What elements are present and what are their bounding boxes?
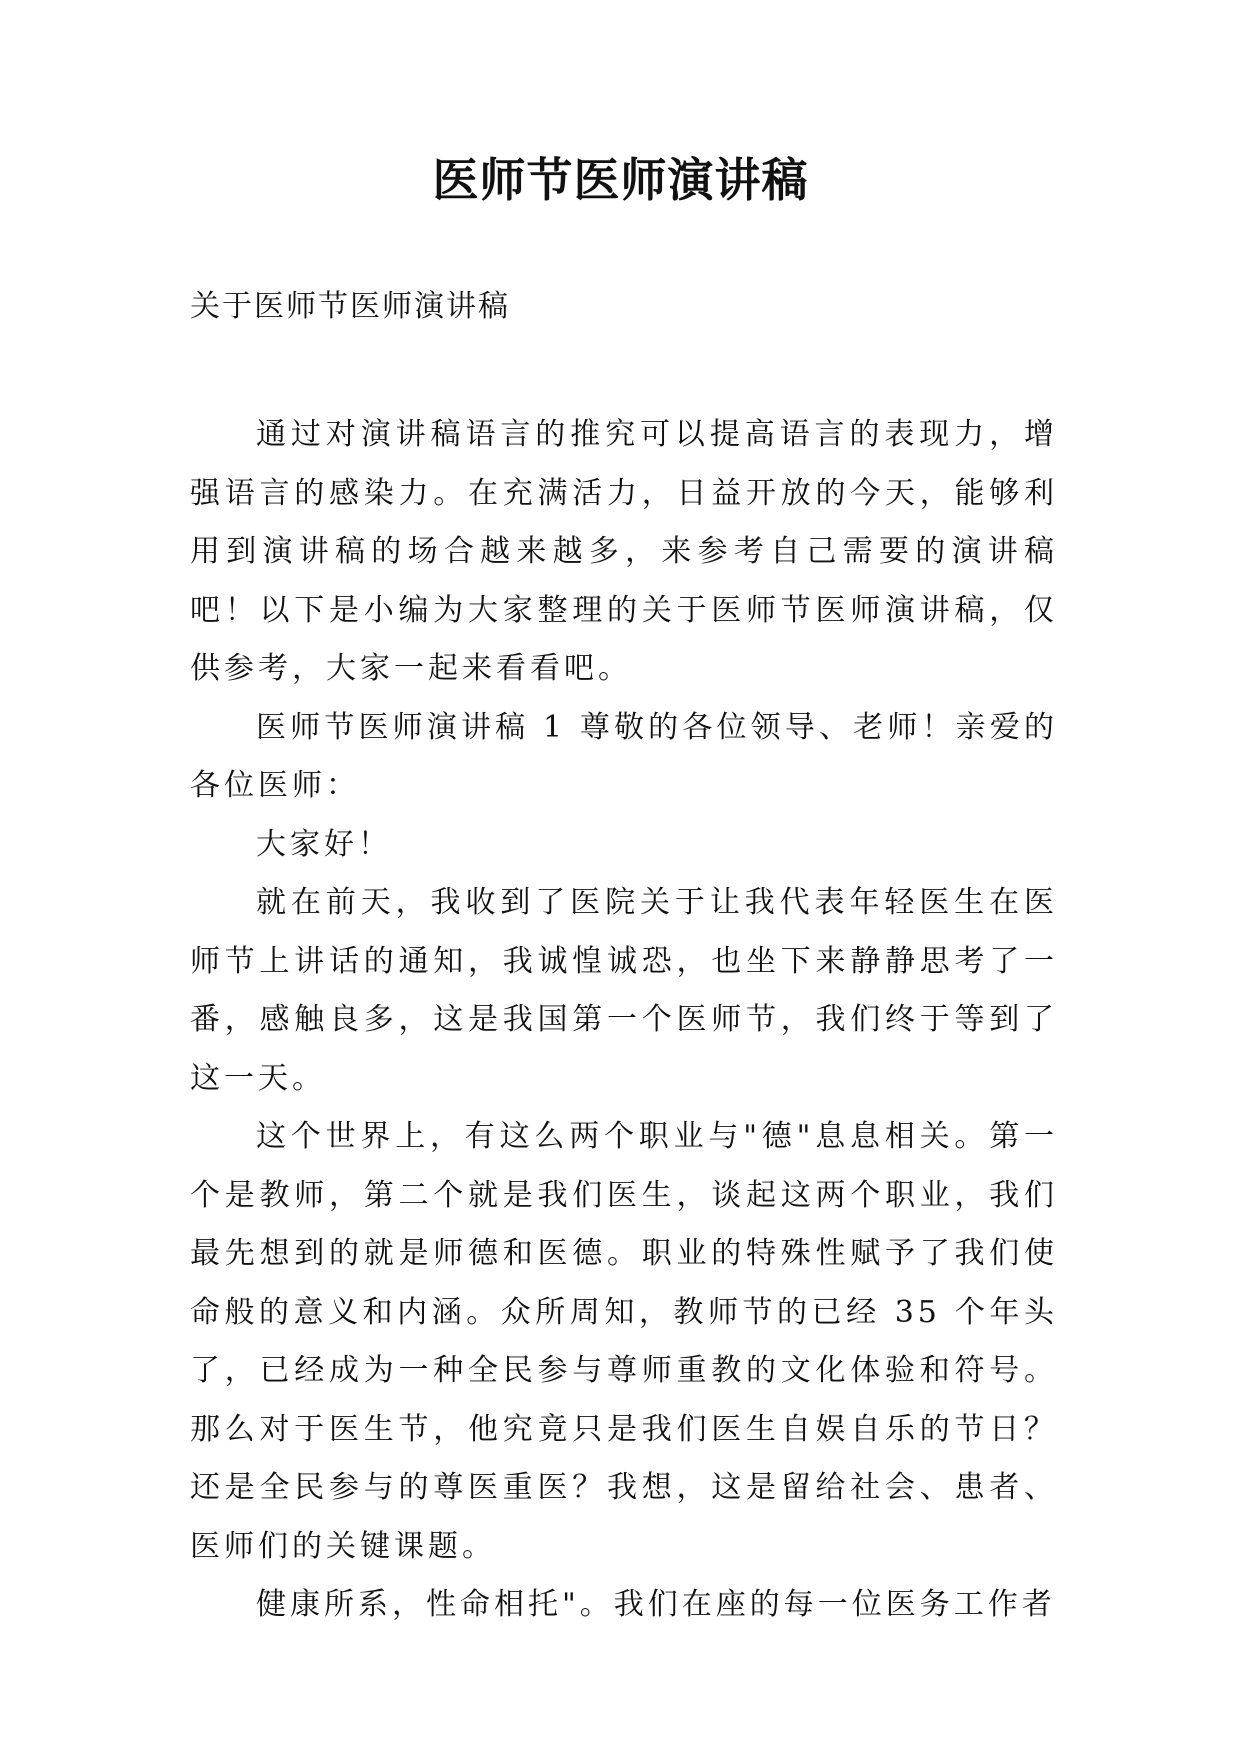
paragraph-hello: 大家好！: [256, 826, 392, 862]
paragraph-virtue: 这个世界上，有这么两个职业与"德"息息相关。第一个是教师，第二个就是我们医生，谈起这两个职业，我们最先想到的就是师德和医德。职业的特殊性赋予了我们使命般的意义和内涵。众所周知，教师节的已经 35 个年头了，已经成为一种全民参与尊师重教的文化体验和符号。那么对于医生节，他究竟只是我们医生自娱自乐的节日？还是全民参与的尊医重医？我想，这是留给社会、患者、医师们的关键课题。: [190, 1119, 1058, 1564]
document-title: 医师节医师演讲稿: [432, 153, 809, 207]
paragraph-health: 健康所系，性命相托"。我们在座的每一位医务工作者: [256, 1587, 1056, 1622]
paragraph-intro: 通过对演讲稿语言的推究可以提高语言的表现力，增强语言的感染力。在充满活力，日益开放的今天，能够利用到演讲稿的场合越来越多，来参考自己需要的演讲稿吧！以下是小编为大家整理的关于医师节医师演讲稿，仅供参考，大家一起来看看吧。: [190, 417, 1058, 686]
document-body: [190, 406, 1058, 1635]
document-subtitle: 关于医师节医师演讲稿: [190, 289, 510, 324]
paragraph-greeting-heading: 医师节医师演讲稿 1 尊敬的各位领导、老师！亲爱的各位医师：: [190, 709, 1058, 803]
paragraph-notice: 就在前天，我收到了医院关于让我代表年轻医生在医师节上讲话的通知，我诚惶诚恐，也坐下来静静思考了一番，感触良多，这是我国第一个医师节，我们终于等到了这一天。: [190, 885, 1058, 1096]
